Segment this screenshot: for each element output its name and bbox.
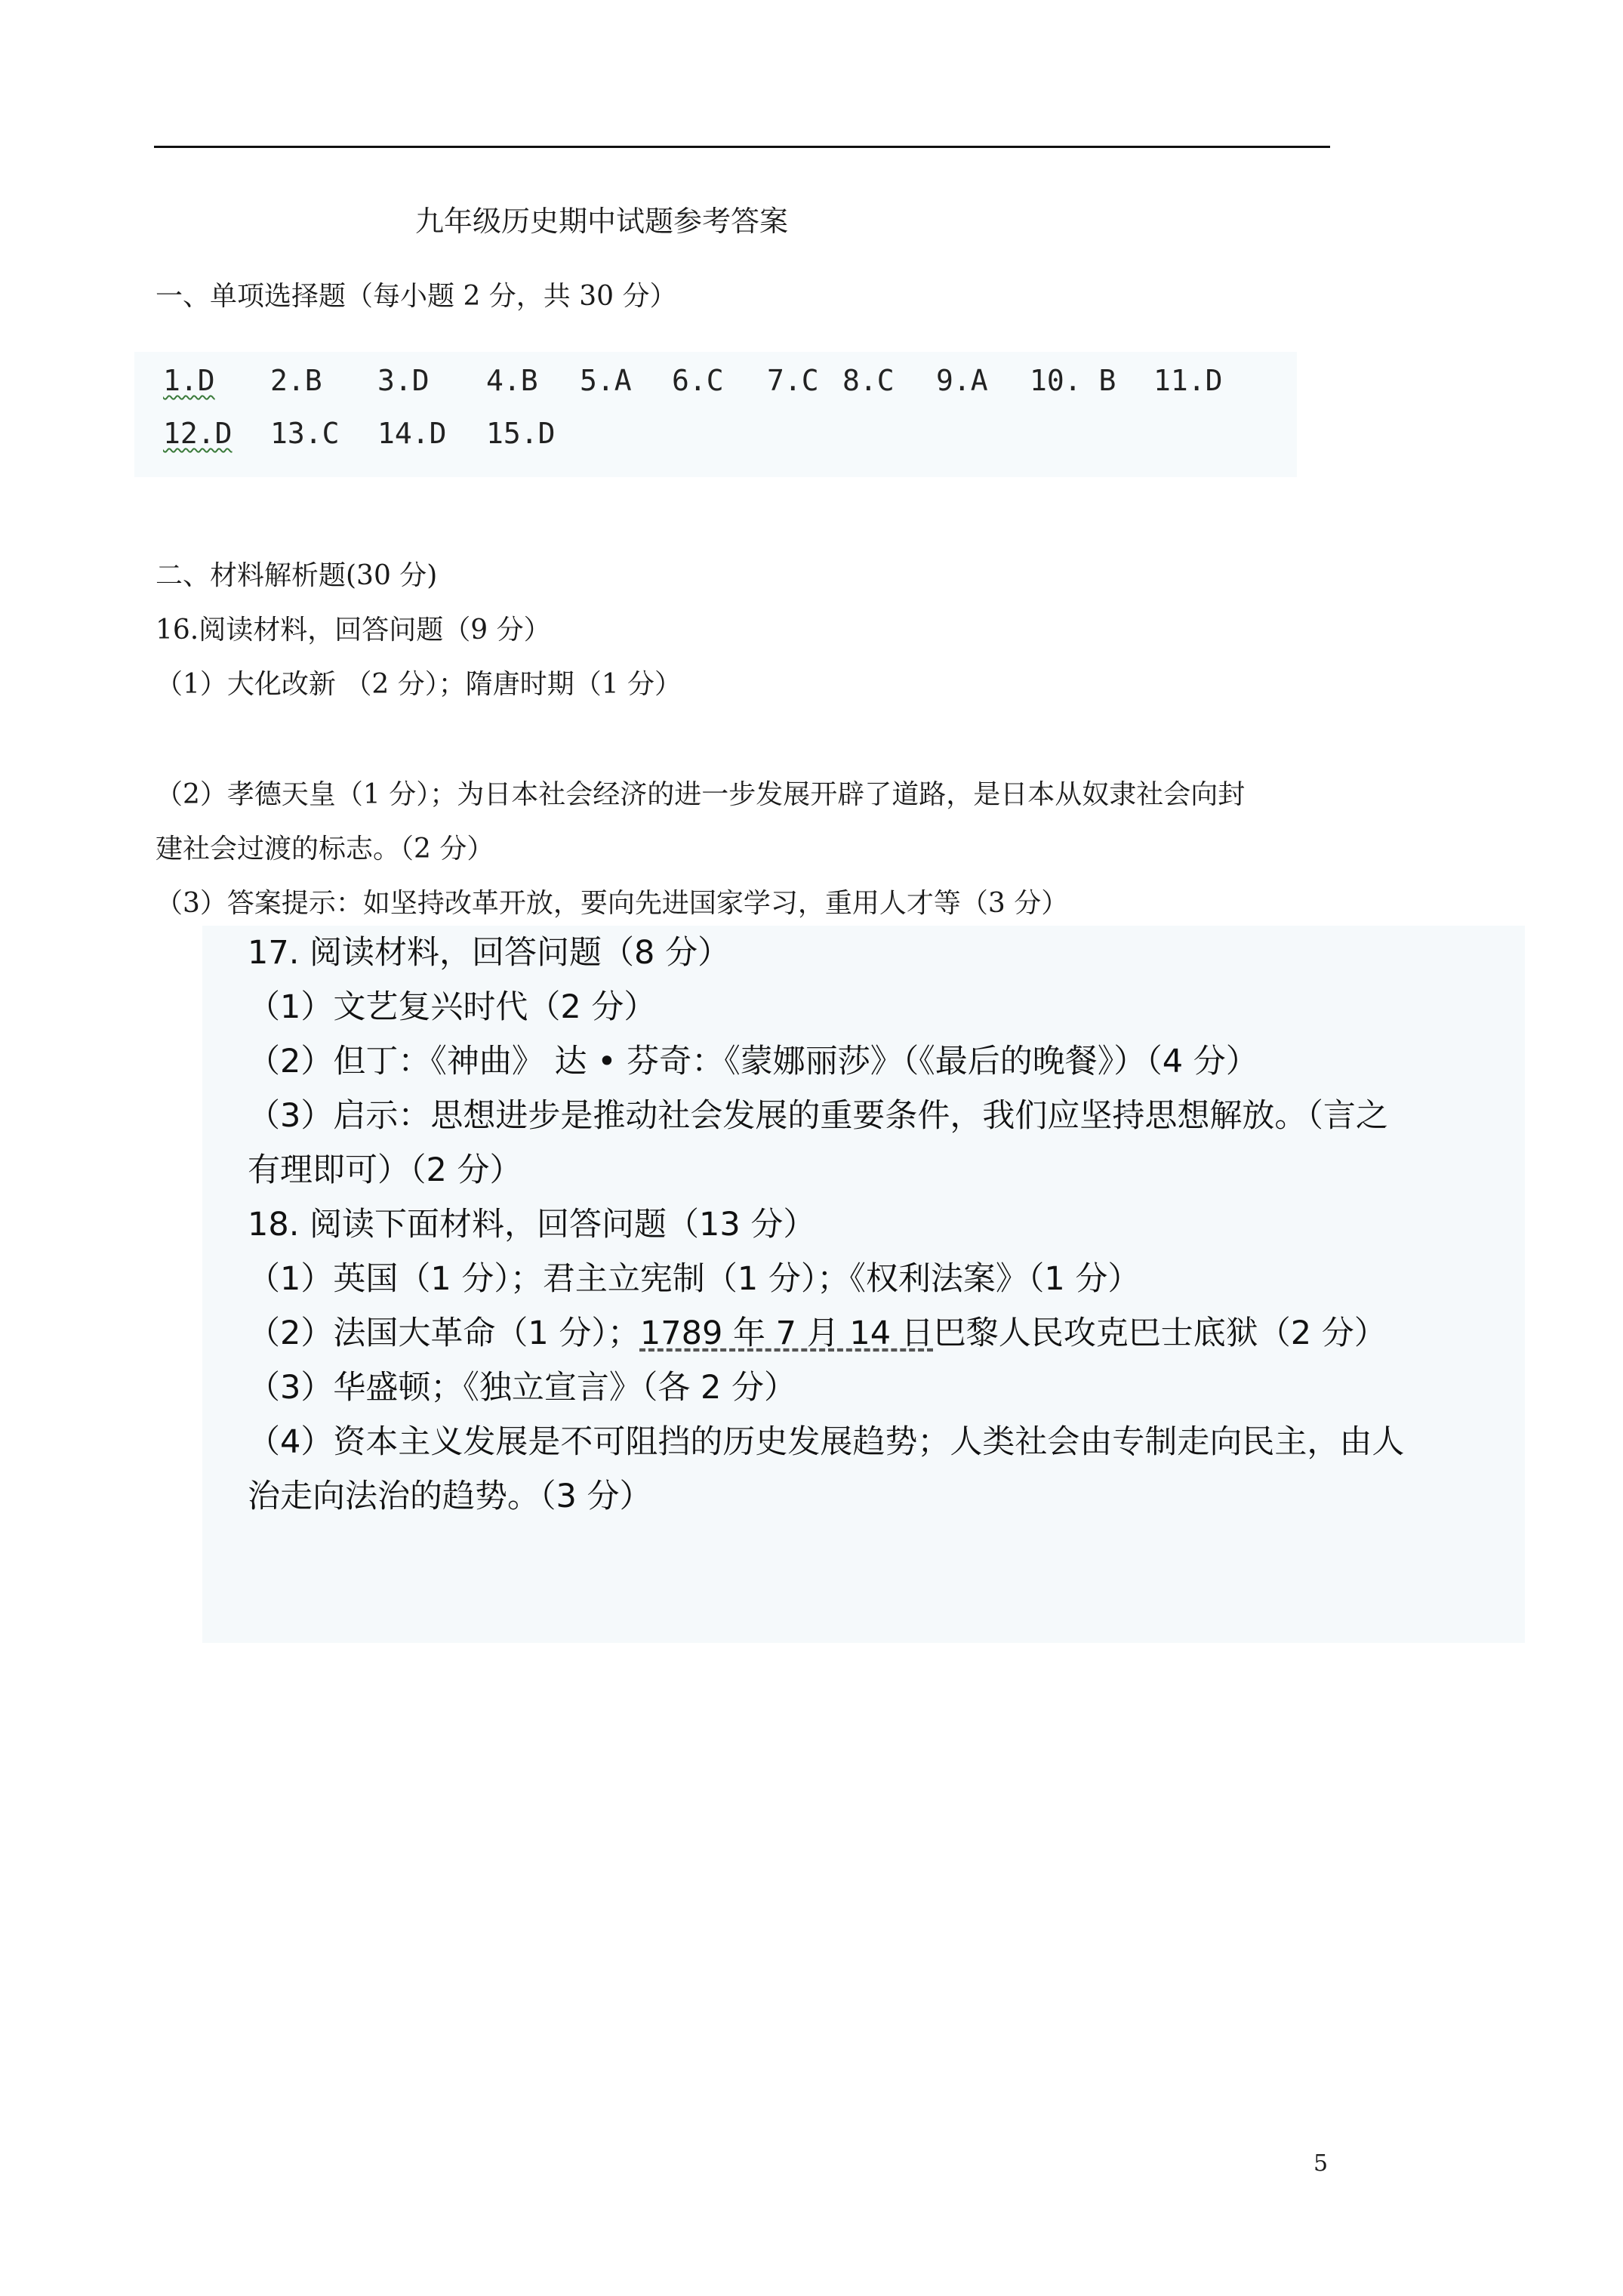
answer-11: 11.D [1153, 364, 1223, 397]
scanned-answer-image [202, 926, 1525, 1643]
q16-answer-1: （1）大化改新 （2 分）；隋唐时期（1 分） [156, 669, 682, 700]
answer-10: 10. B [1030, 364, 1116, 397]
q17-heading: 17. 阅读材料，回答问题（8 分） [248, 934, 731, 972]
answer-3: 3.D [377, 364, 430, 397]
q18-answer-2-post: 巴黎人民攻克巴士底狱（2 分） [933, 1314, 1387, 1352]
header-rule [154, 146, 1330, 148]
page-number: 5 [1313, 2150, 1329, 2177]
q18-answer-4-line1: （4）资本主义发展是不可阻挡的历史发展趋势；人类社会由专制走向民主，由人 [248, 1423, 1405, 1461]
q18-answer-2 [248, 1308, 1387, 1354]
q18-answer-3: （3）华盛顿；《独立宣言》（各 2 分） [248, 1369, 797, 1407]
q17-answer-3-line2: 有理即可）（2 分） [248, 1151, 522, 1189]
q17-answer-1: （1）文艺复兴时代（2 分） [248, 988, 657, 1026]
q17-answer-2: （2）但丁：《神曲》 达 • 芬奇：《蒙娜丽莎》（《最后的晚餐》）（4 分） [248, 1043, 1258, 1080]
q16-answer-2-line2: 建社会过渡的标志。（2 分） [156, 834, 494, 864]
section2-heading: 二、材料解析题(30 分) [156, 560, 438, 591]
answer-4: 4.B [486, 364, 538, 397]
answer-15: 15.D [486, 417, 556, 450]
q18-heading: 18. 阅读下面材料，回答问题（13 分） [248, 1206, 816, 1244]
q16-heading: 16.阅读材料，回答问题（9 分） [156, 615, 551, 646]
q16-answer-3: （3）答案提示：如坚持改革开放，要向先进国家学习，重用人才等（3 分） [156, 888, 1069, 919]
section1-heading: 一、单项选择题（每小题 2 分，共 30 分） [156, 281, 677, 312]
answer-6: 6.C [672, 364, 724, 397]
q16-answer-2-line1: （2）孝德天皇（1 分）；为日本社会经济的进一步发展开辟了道路，是日本从奴隶社会向封 [156, 779, 1246, 810]
q18-answer-4-line2: 治走向法治的趋势。（3 分） [248, 1478, 652, 1515]
answer-1: 1.D [163, 364, 215, 397]
answer-14: 14.D [377, 417, 447, 450]
answer-12: 12.D [163, 417, 233, 450]
q18-answer-2-date: 1789 年 7 月 14 日 [639, 1314, 934, 1352]
q18-answer-1: （1）英国（1 分）；君主立宪制（1 分）；《权利法案》（1 分） [248, 1260, 1141, 1298]
answer-9: 9.A [936, 364, 988, 397]
answer-13: 13.C [270, 417, 340, 450]
page-title: 九年级历史期中试题参考答案 [415, 205, 789, 238]
answer-5: 5.A [580, 364, 632, 397]
answer-8: 8.C [842, 364, 895, 397]
answer-2: 2.B [270, 364, 322, 397]
q17-answer-3-line1: （3）启示：思想进步是推动社会发展的重要条件，我们应坚持思想解放。（言之 [248, 1097, 1388, 1135]
answer-7: 7.C [767, 364, 819, 397]
q18-answer-2-pre: （2）法国大革命（1 分）； [248, 1314, 640, 1352]
